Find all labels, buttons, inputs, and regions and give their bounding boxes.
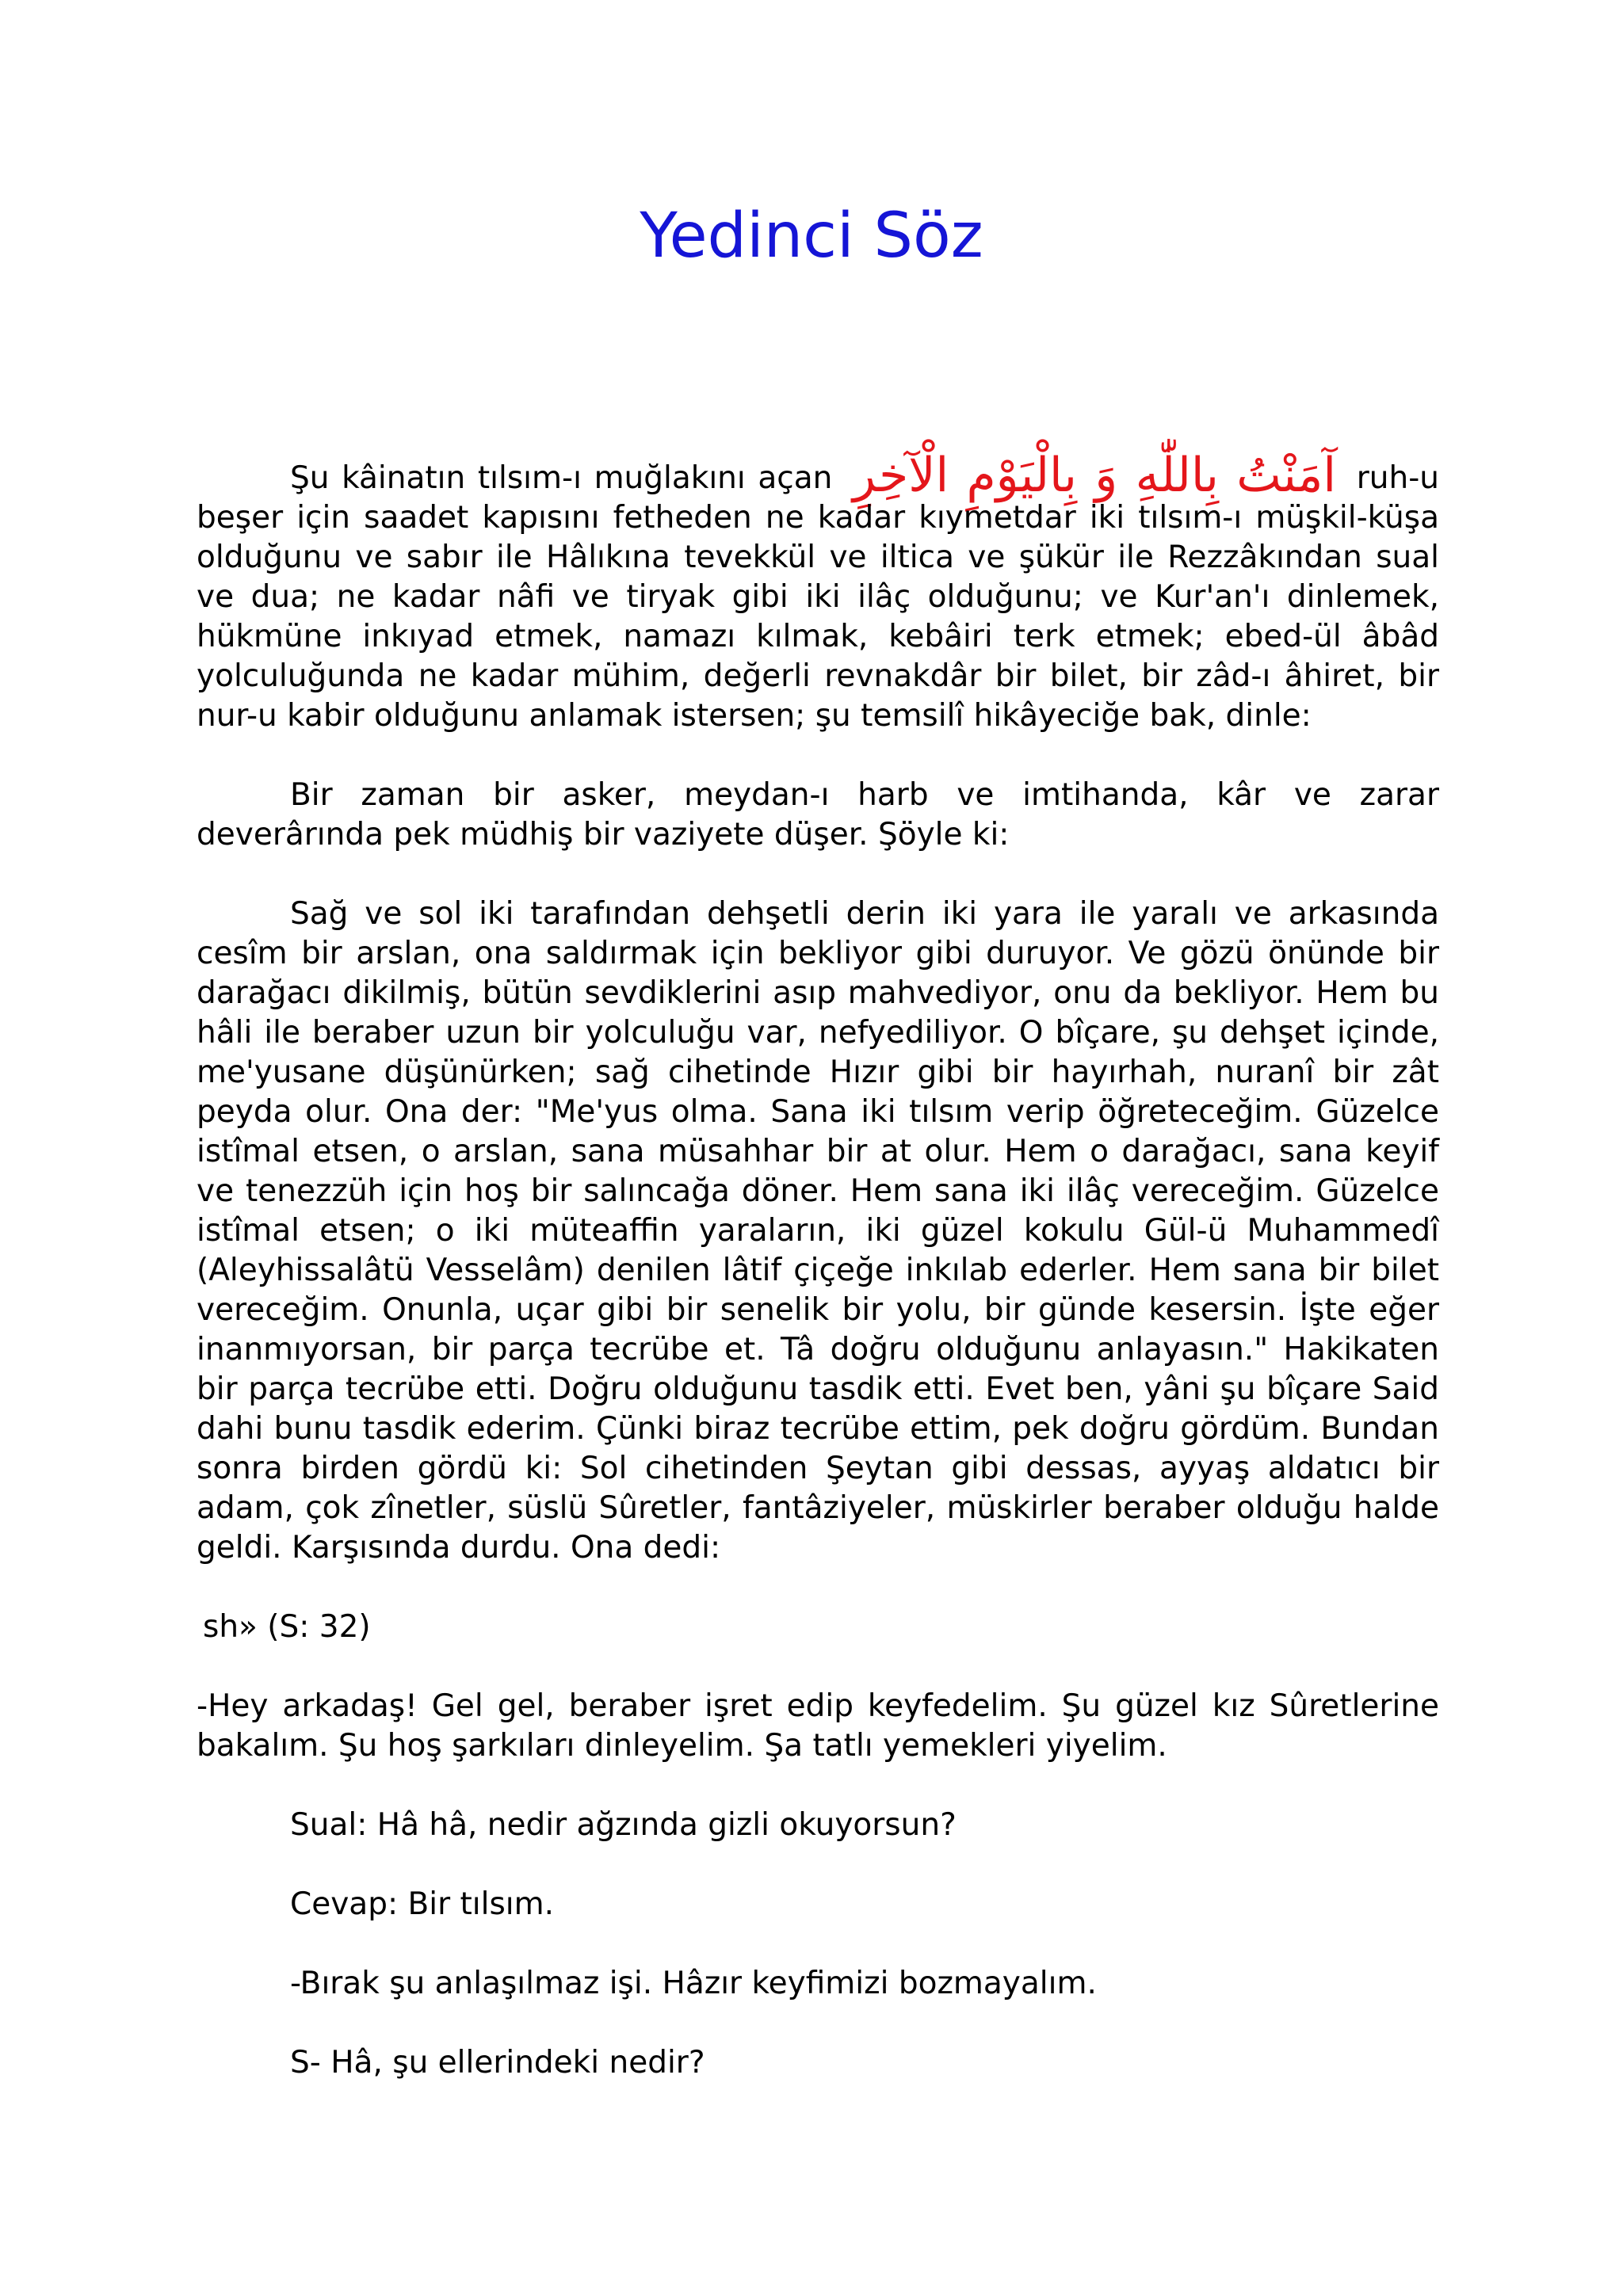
dialogue-line: -Bırak şu anlaşılmaz işi. Hâzır keyfimizi bozmayalım. [290,1966,1097,2001]
dialogue-line: Sual: Hâ hâ, nedir ağzında gizli okuyorsun? [290,1807,957,1843]
page-reference: sh» (S: 32) [203,1609,371,1645]
dialogue-line: S- Hâ, şu ellerindeki nedir? [290,2045,705,2081]
paragraph-soldier: Bir zaman bir asker, meydan-ı harb ve imtihanda, kâr ve zarar deverârında pek müdhiş bir vaziyete düşer. Şöyle ki: [197,777,1439,852]
paragraph-story: Sağ ve sol iki tarafından dehşetli derin iki yara ile yaralı ve arkasında cesîm bir arslan, ona saldırmak için bekliyor gibi duruyor. Ve gözü önünde bir darağacı dikilmiş, bütün sevdiklerini asıp mahvediyor, onu da bekliyor. Hem bu hâli ile beraber uzun bir yolculuğu var, nefyediliyor. O bîçare, şu dehşet içinde, me'yusane düşünürken; sağ cihetinde Hızır gibi bir hayırhah, nuranî bir zât peyda olur. Ona der: "Me'yus olma. Sana iki tılsım verip öğreteceğim. Güzelce istîmal etsen, o arslan, sana müsahhar bir at olur. Hem o darağacı, sana keyif ve tenezzüh için hoş bir salıncağa döner. Hem sana iki ilâç vereceğim. Güzelce istîmal etsen; o iki müteaffin yaraların, iki güzel kokulu Gül-ü Muhammedî (Aleyhissalâtü Vesselâm) denilen lâtif çiçeğe inkılab ederler. Hem sana bir bilet vereceğim. Onunla, uçar gibi bir senelik bir yolu, bir günde kesersin. İşte eğer inanmıyorsan, bir parça tecrübe et. Tâ doğru olduğunu anlayasın." Hakikaten bir parça tecrübe etti. Doğru olduğunu tasdik etti. Evet ben, yâni şu bîçare Said dahi bunu tasdik ederim. Çünki biraz tecrübe ettim, pek doğru gördüm. Bundan sonra birden gördü ki: Sol cihetinden Şeytan gibi dessas, ayyaş aldatıcı bir adam, çok zînetler, süslü Sûretler, fantâziyeler, müskirler beraber olduğu halde geldi. Karşısında durdu. Ona dedi: [197,896,1439,1566]
intro-paragraph [197,448,1440,736]
intro-text-rest: ruh-u beşer için saadet kapısını fetheden ne kadar kıymetdar iki tılsım-ı müşkil-küşa olduğunu ve sabır ile Hâlıkına tevekkül ve iltica ve şükür ile Rezzâkından sual ve dua; ne kadar nâfi ve tiryak gibi iki ilâç olduğunu; ve Kur'an'ı dinlemek, hükmüne inkıyad etmek, namazı kılmak, kebâiri terk etmek; ebed-ül âbâd yolculuğunda ne kadar mühim, değerli revnakdâr bir bilet, bir zâd-ı âhiret, bir nur-u kabir olduğunu anlamak istersen; şu temsilî hikâyeciğe bak, dinle: [197,460,1440,734]
page-title: Yedinci Söz [640,200,983,272]
paragraph-invitation: -Hey arkadaş! Gel gel, beraber işret edip keyfedelim. Şu güzel kız Sûretlerine bakalım. Şu hoş şarkıları dinleyelim. Şa tatlı yemekleri yiyelim. [197,1688,1439,1764]
dialogue-line: Cevap: Bir tılsım. [290,1886,555,1922]
document-body [197,448,1440,2122]
intro-text-start: Şu kâinatın tılsım-ı muğlakını açan [290,460,833,496]
arabic-verse: آمَنْتُ بِاللّٰهِ وَ بِالْيَوْمِ الْآخِرِ [853,448,1337,503]
